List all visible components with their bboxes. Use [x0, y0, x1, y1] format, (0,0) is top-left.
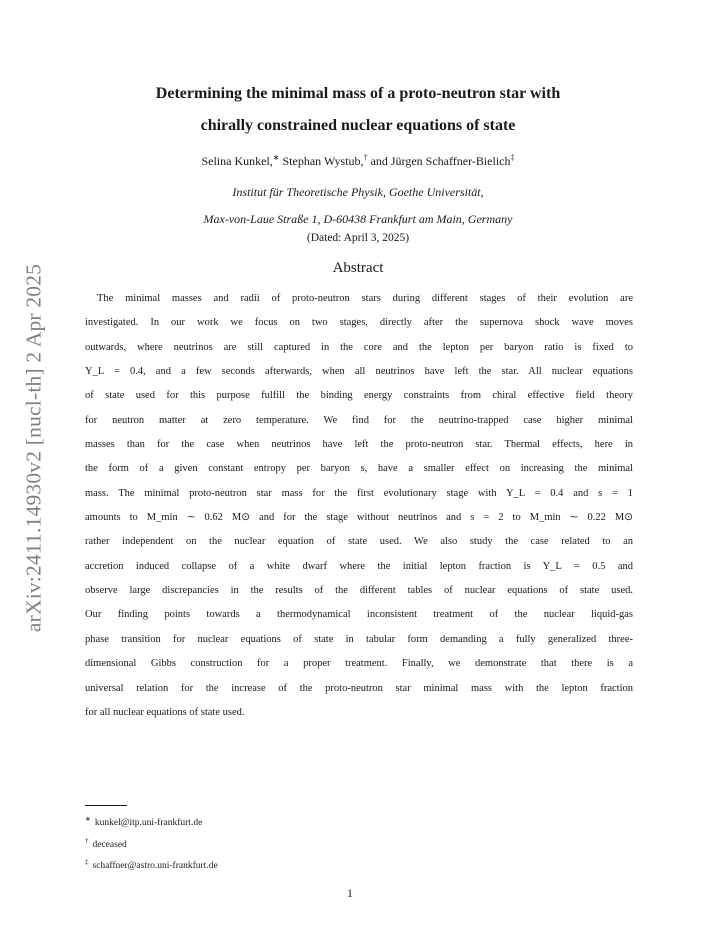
footnote — [85, 833, 218, 855]
abstract-line: accretion induced collapse of a white dwarf where the initial lepton fraction is Y_L = 0.5 and — [85, 560, 633, 572]
footnote-mark[interactable]: † — [363, 153, 368, 162]
footnote-rule — [85, 805, 127, 806]
author-name: Selina Kunkel, — [201, 154, 273, 168]
footnote-text: deceased — [92, 839, 127, 850]
abstract-line: universal relation for the increase of the proto-neutron star minimal mass with the lepton fraction — [85, 682, 633, 694]
footnote — [85, 854, 218, 876]
abstract-line: Our finding points towards a thermodynamical inconsistent treatment of the nuclear liquid-gas — [85, 609, 633, 621]
page-number: 1 — [347, 886, 353, 900]
footnote-email[interactable]: schaffner@astro.uni-frankfurt.de — [92, 861, 218, 871]
abstract-line: Y_L = 0.4, and a few seconds afterwards, when all neutrinos have left the star. All nuclear equations — [85, 366, 633, 378]
abstract-line: outwards, where neutrinos are still captured in the core and the lepton per baryon ratio is fixed to — [85, 341, 633, 353]
abstract-heading: Abstract — [332, 260, 384, 276]
abstract-line: mass. The minimal proto-neutron star mass for the first evolutionary stage with Y_L = 0.4 and s = 1 — [85, 487, 633, 499]
footnote-mark: † — [85, 836, 89, 845]
abstract-line: rather independent on the nuclear equation of state used. We also study the case related to an — [85, 536, 633, 548]
abstract-line: of state used for this purpose fulfill the binding energy constraints from chiral effective field theory — [85, 390, 633, 402]
date-line: (Dated: April 3, 2025) — [306, 232, 410, 244]
footnote-mark[interactable]: ∗ — [272, 153, 280, 162]
author-list — [60, 153, 656, 169]
abstract-line: for neutron matter at zero temperature. We find for the neutrino-trapped case higher minimal — [85, 414, 633, 426]
abstract-line: The minimal masses and radii of proto-neutron stars during different stages of their evolution are — [97, 293, 633, 304]
affiliation-line: Max-von-Laue Straße 1, D-60438 Frankfurt am Main, Germany — [203, 212, 513, 226]
footnote-mark[interactable]: ‡ — [510, 153, 515, 162]
footnotes — [85, 811, 218, 876]
title-line: Determining the minimal mass of a proto-neutron star with — [155, 85, 561, 102]
abstract-line: amounts to M_min ∼ 0.62 M⊙ and for the stage without neutrinos and s = 2 to M_min ∼ 0.22 M⊙ — [85, 512, 633, 524]
abstract-line: phase transition for nuclear equations of state in tabular form demanding a fully generalized three- — [85, 633, 633, 645]
abstract-body — [85, 287, 633, 725]
abstract-line: for all nuclear equations of state used. — [85, 706, 245, 718]
affiliation — [60, 179, 656, 233]
abstract-line: investigated. In our work we focus on two stages, directly after the supernova shock wave moves — [85, 317, 633, 329]
abstract-line: dimensional Gibbs construction for a proper treatment. Finally, we demonstrate that there is a — [85, 658, 633, 670]
abstract-line: masses than for the case when neutrinos have left the proto-neutron star. Thermal effects, here in — [85, 439, 633, 451]
author-name: and Jürgen Schaffner-Bielich — [367, 154, 511, 168]
footnote-mark: ∗ — [85, 815, 91, 823]
footnote-email[interactable]: kunkel@itp.uni-frankfurt.de — [94, 818, 203, 828]
title-line: chirally constrained nuclear equations of state — [200, 117, 516, 134]
footnote — [85, 811, 218, 833]
footnote-mark: ‡ — [85, 858, 89, 866]
abstract-line: the form of a given constant entropy per baryon s, have a smaller effect on increasing the minimal — [85, 463, 633, 475]
author-name: Stephan Wystub, — [279, 154, 364, 168]
abstract-line: observe large discrepancies in the results of the different tables of nuclear equations of state used. — [85, 585, 633, 597]
affiliation-line: Institut für Theoretische Physik, Goethe Universität, — [232, 185, 484, 199]
paper-title — [100, 78, 616, 142]
arxiv-identifier[interactable]: arXiv:2411.14930v2 [nucl-th] 2 Apr 2025 — [21, 263, 46, 633]
